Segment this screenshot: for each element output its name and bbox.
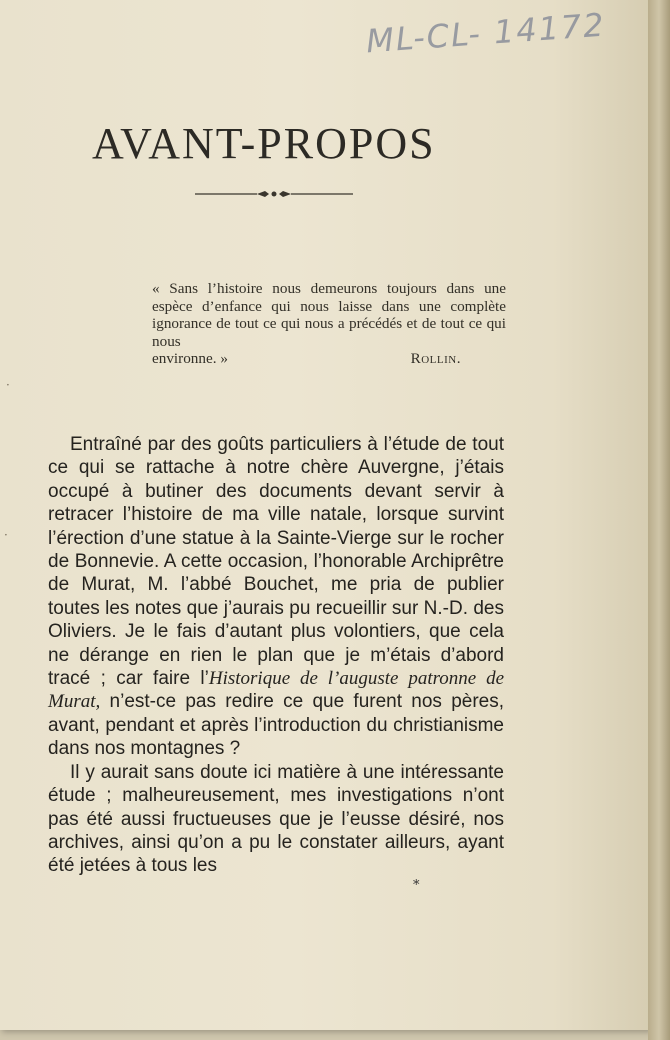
epigraph-author: Rollin. bbox=[410, 350, 461, 367]
epigraph-quote bbox=[152, 280, 506, 368]
epigraph-signature-row bbox=[152, 350, 506, 368]
book-title-italic: Historique de l’auguste patronne de Murat, bbox=[48, 668, 504, 713]
archive-call-number: ML-CL- 14172 bbox=[364, 5, 607, 61]
paragraph-2: Il y aurait sans doute ici matière à une intéressante étude ; malheureusement, mes investigations n’ont pas été aussi fructueuses que je l’eusse désiré, nos archives, ainsi qu’on a pu le constater ailleurs, ayant été jetées à tous les bbox=[48, 761, 504, 877]
epigraph-last-line: environne. » bbox=[152, 350, 228, 367]
page-title: AVANT-PROPOS bbox=[92, 119, 436, 168]
margin-speck: · bbox=[6, 378, 10, 392]
paragraph-1 bbox=[48, 433, 504, 761]
paragraph-1-text-a: Entraîné par des goûts particuliers à l’étude de tout ce qui se rattache à notre chère Auvergne, j’étais occupé à butiner des documents devant servir à retracer l’histoire de ma ville natale, lorsque survint l’érection d’une statue à la Sainte-Vierge sur le rocher de Bonnevie. A cette occasion, l’honorable Archiprêtre de Murat, M. l’abbé Bouchet, me pria de publier toutes les notes que j’aurais pu recueillir sur N.-D. des Oliviers. Je le fais d’autant plus volontiers, que cela ne dérange en rien le plan que je m’étais d’abord tracé ; car faire l’ bbox=[48, 434, 504, 690]
epigraph-text: « Sans l’histoire nous demeurons toujours dans une espèce d’enfance qui nous laisse dans une complète ignorance de tout ce qui nous a précédés et de tout ce qui nous bbox=[152, 280, 506, 350]
margin-speck: · bbox=[4, 528, 8, 542]
paragraph-1-text-b: n’est-ce pas redire ce que furent nos pères, avant, pendant et après l’introduction du christianisme dans nos montagnes ? bbox=[48, 691, 504, 760]
page-edge-shadow bbox=[648, 0, 670, 1040]
title-ornament-divider bbox=[195, 187, 353, 201]
foreword-body bbox=[48, 433, 504, 878]
footnote-mark: * bbox=[413, 878, 420, 893]
